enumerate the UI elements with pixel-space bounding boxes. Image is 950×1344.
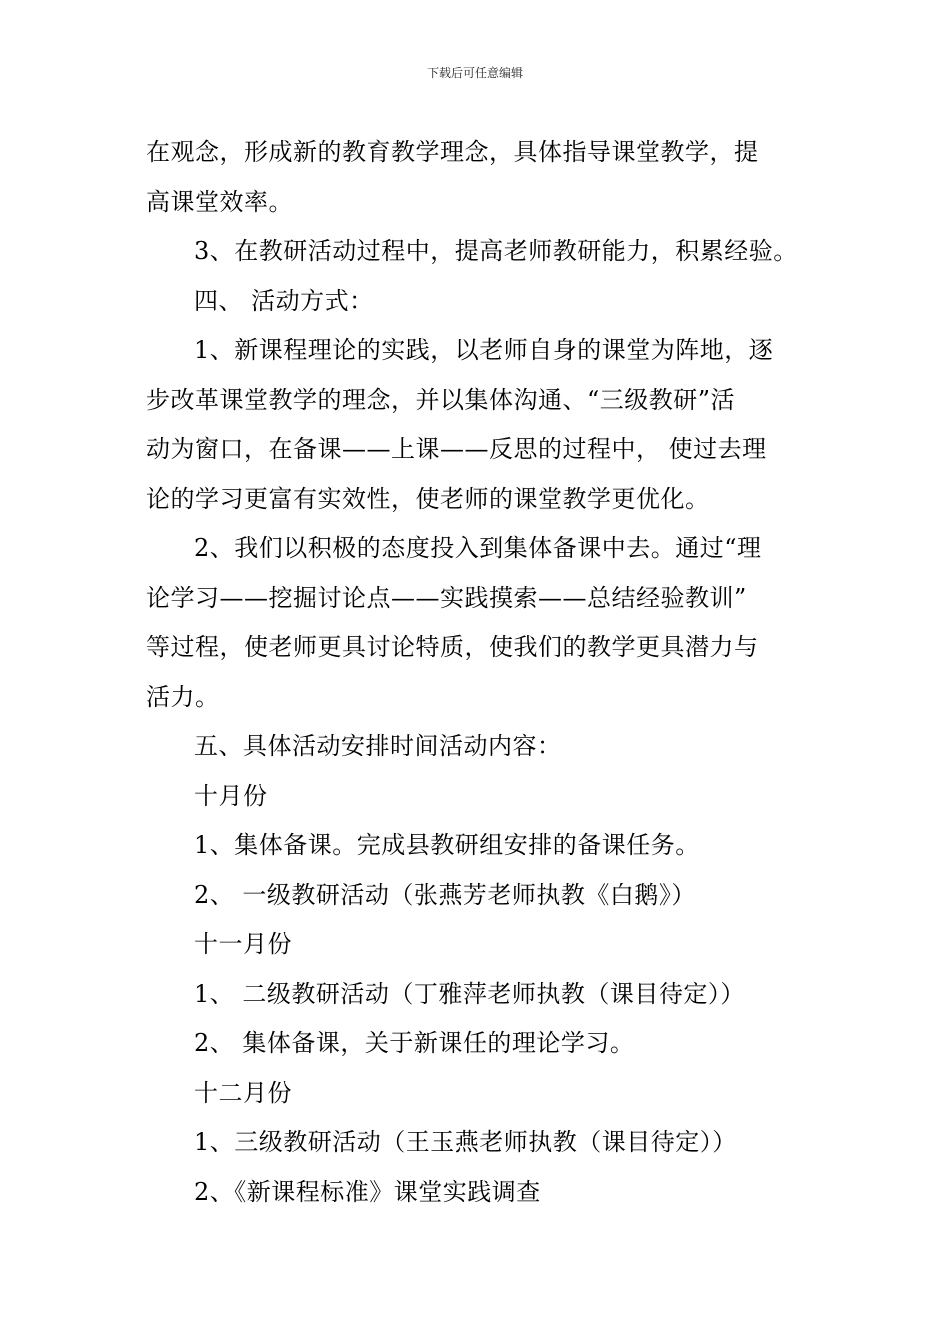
list-item: 1、 二级教研活动（丁雅萍老师执教（课目待定）） — [194, 979, 745, 1008]
text-line: 1、新课程理论的实践，以老师自身的课堂为阵地，逐 — [194, 336, 774, 364]
text-line: 3、在教研活动过程中，提高老师教研能力，积累经验。 — [194, 237, 798, 265]
text-line: 等过程，使老师更具讨论特质，使我们的教学更具潜力与 — [146, 633, 759, 661]
month-heading: 十月份 — [194, 781, 268, 810]
list-item: 2、 集体备课，关于新课任的理论学习。 — [194, 1029, 635, 1057]
list-item: 2、《新课程标准》课堂实践调查 — [194, 1177, 541, 1206]
month-heading: 十二月份 — [194, 1078, 292, 1107]
text-line: 在观念，形成新的教育教学理念，具体指导课堂教学，提 — [146, 138, 759, 166]
text-line: 2、我们以积极的态度投入到集体备课中去。通过“理 — [194, 534, 762, 562]
page-header: 下载后可任意编辑 — [426, 66, 523, 80]
month-heading: 十一月份 — [194, 930, 292, 958]
text-line: 活力。 — [146, 682, 220, 711]
list-item: 1、三级教研活动（王玉燕老师执教（课目待定）） — [194, 1128, 737, 1156]
section-heading: 五、具体活动安排时间活动内容： — [194, 732, 562, 760]
list-item: 1、集体备课。完成县教研组安排的备课任务。 — [194, 831, 700, 859]
document-body — [146, 128, 810, 1217]
text-line: 动为窗口，在备课——上课——反思的过程中， 使过去理 — [146, 435, 767, 463]
section-heading: 四、 活动方式： — [194, 286, 374, 315]
text-line: 论学习——挖掘讨论点——实践摸索——总结经验教训” — [146, 583, 747, 612]
list-item: 2、 一级教研活动（张燕芳老师执教《白鹅》） — [194, 880, 696, 909]
text-line: 步改革课堂教学的理念，并以集体沟通、“三级教研”活 — [146, 385, 736, 414]
text-line: 论的学习更富有实效性，使老师的课堂教学更优化。 — [146, 484, 710, 513]
text-line: 高课堂效率。 — [146, 187, 293, 216]
